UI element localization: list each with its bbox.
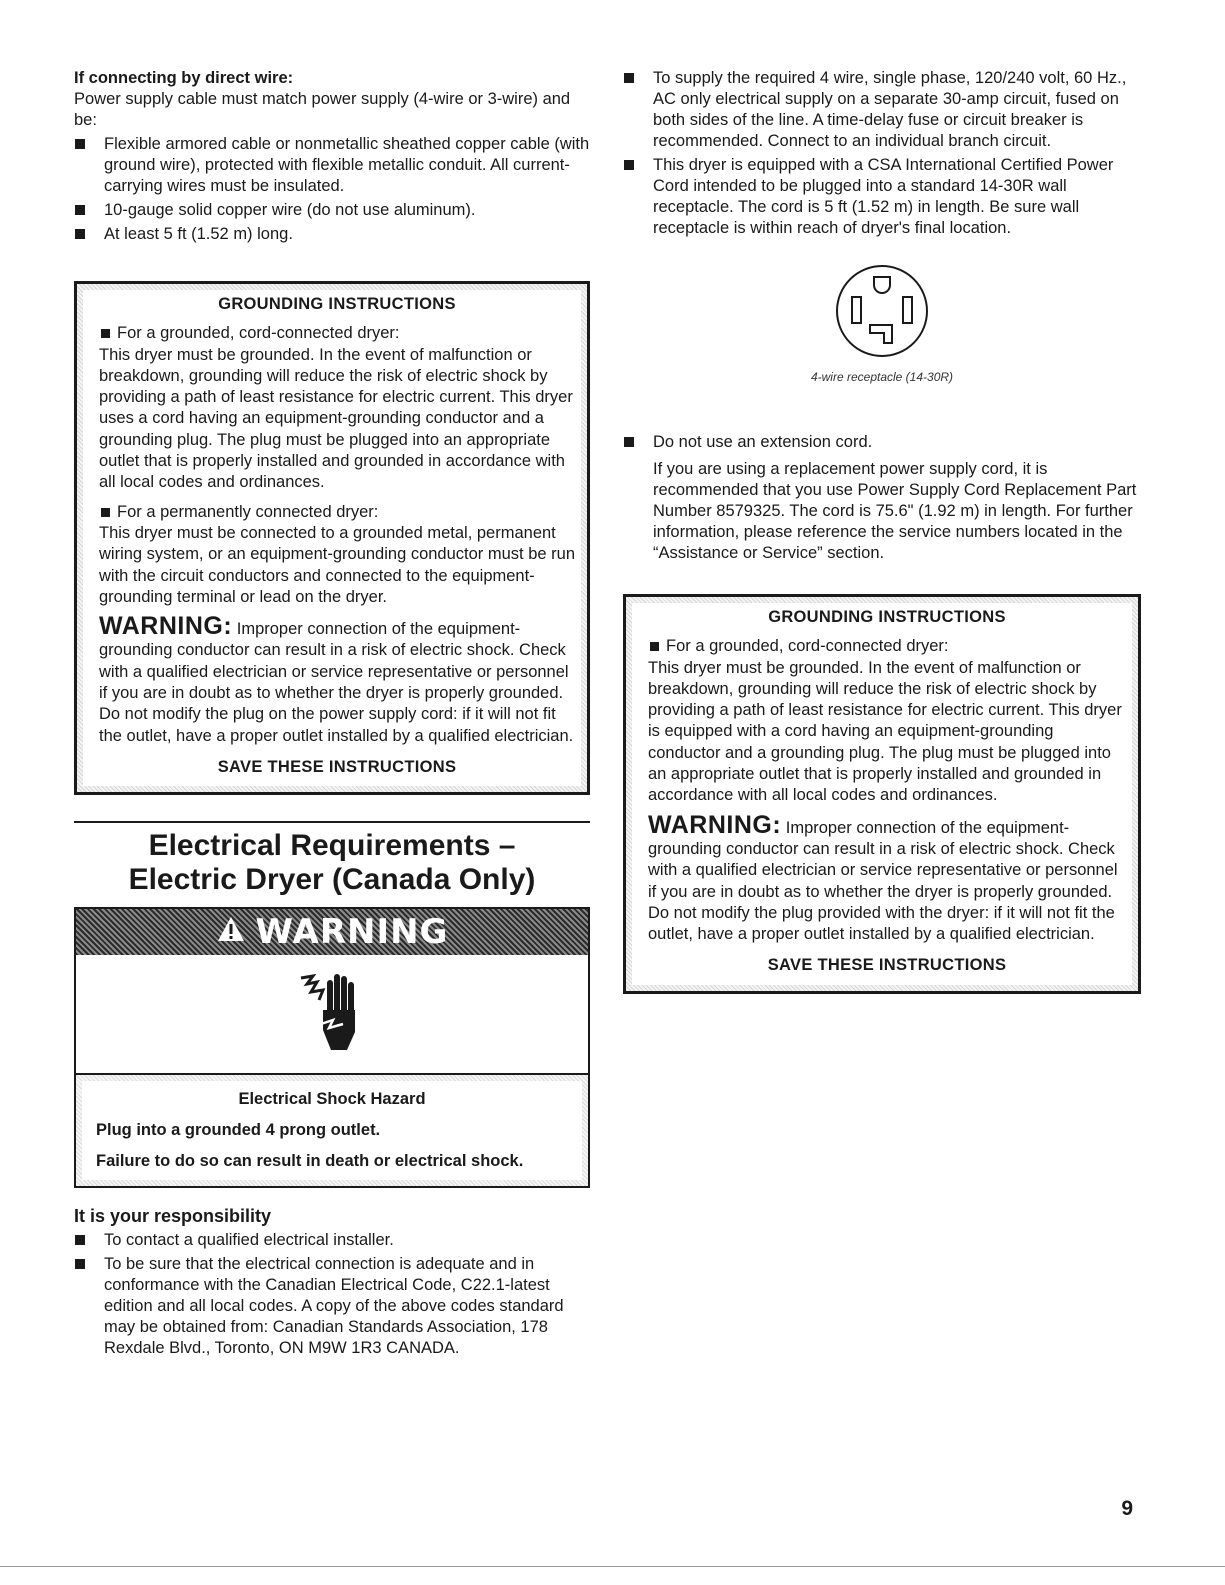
grounding-bullet: For a grounded, cord-connected dryer: — [648, 636, 1126, 657]
warning-text-area — [76, 1075, 588, 1186]
shock-hazard-icon-area — [76, 955, 588, 1075]
responsibility-heading: It is your responsibility — [74, 1206, 272, 1227]
warning-header-text: WARNING — [255, 912, 449, 953]
direct-wire-section — [74, 68, 590, 245]
extension-list — [623, 432, 1141, 453]
direct-wire-intro: Power supply cable must match power supply (4-wire or 3-wire) and be: — [74, 90, 571, 129]
grounding-title: GROUNDING INSTRUCTIONS — [218, 295, 456, 313]
receptacle-caption: 4-wire receptacle (14-30R) — [810, 370, 954, 384]
direct-wire-list — [74, 134, 590, 245]
electric-shock-hand-icon — [297, 970, 367, 1059]
left-column — [74, 68, 590, 1362]
grounding-title: GROUNDING INSTRUCTIONS — [768, 608, 1006, 626]
receptacle-14-30r-icon — [834, 346, 930, 363]
list-item: To be sure that the electrical connection is adequate and in conformance with the Canadian Electrical Code, C22.1-latest edition and all local codes. A copy of the above codes standard may be obtained from: Canadian Standards Association, 178 Rexdale Blvd., Toronto, ON M9W 1R3 CANADA. — [74, 1254, 590, 1359]
grounding-bullet: For a grounded, cord-connected dryer: — [99, 323, 575, 344]
save-instructions: SAVE THESE INSTRUCTIONS — [767, 956, 1007, 975]
grounding-warning — [648, 810, 1126, 946]
grounding-paragraph: This dryer must be grounded. In the event of malfunction or breakdown, grounding will reduce the risk of electric shock by providing a path of least resistance for electric current. This dryer is equipped with a cord having an equipment-grounding conductor and a grounding plug. The plug must be plugged into an appropriate outlet that is properly installed and grounded in accordance with all local codes and ordinances. — [648, 658, 1122, 805]
grounding-bullet: For a permanently connected dryer: — [99, 502, 575, 523]
warning-line: Plug into a grounded 4 prong outlet. — [96, 1121, 381, 1140]
direct-wire-heading: If connecting by direct wire: — [74, 69, 294, 87]
receptacle-figure — [623, 263, 1141, 384]
grounding-instructions-box — [623, 594, 1141, 994]
grounding-paragraph: This dryer must be connected to a grounded metal, permanent wiring system, or an equipment-grounding conductor must be run with the circuit conductors and connected to the equipment-grounding terminal or lead on the dryer. — [99, 523, 575, 606]
list-item: Flexible armored cable or nonmetallic sheathed copper cable (with ground wire), protected with flexible metallic conduit. All current-carrying wires must be insulated. — [74, 134, 590, 197]
warning-word: WARNING: — [648, 810, 782, 839]
list-item: To supply the required 4 wire, single phase, 120/240 volt, 60 Hz., AC only electrical supply on a separate 30-amp circuit, fused on both sides of the line. A time-delay fuse or circuit breaker is recommended. Connect to an individual branch circuit. — [623, 68, 1141, 152]
warning-text: Improper connection of the equipment-grounding conductor can result in a risk of electric shock. Check with a qualified electrician or service representative or personnel if you are in doubt as to whether the dryer is properly grounded. Do not modify the plug provided with the dryer: if it will not fit the outlet, have a proper outlet installed by a qualified electrician. — [648, 818, 1118, 944]
grounding-warning — [99, 612, 575, 747]
save-instructions: SAVE THESE INSTRUCTIONS — [217, 757, 457, 776]
list-item: At least 5 ft (1.52 m) long. — [74, 224, 590, 245]
warning-header — [76, 909, 588, 955]
warning-triangle-icon — [216, 912, 246, 952]
section-title — [74, 829, 590, 897]
warning-word: WARNING: — [99, 612, 233, 641]
section-title-line: Electrical Requirements – — [148, 829, 516, 863]
responsibility-list — [74, 1230, 590, 1359]
right-column — [623, 68, 1141, 994]
list-item: This dryer is equipped with a CSA International Certified Power Cord intended to be plugged into a standard 14-30R wall receptacle. The cord is 5 ft (1.52 m) in length. Be sure wall receptacle is within reach of dryer's final location. — [623, 155, 1141, 239]
page-number: 9 — [1121, 1497, 1133, 1520]
responsibility-section — [74, 1206, 590, 1359]
extension-paragraph: If you are using a replacement power supply cord, it is recommended that you use Power Supply Cord Replacement Part Number 8579325. The cord is 75.6" (1.92 m) in length. For further information, please reference the service numbers located in the “Assistance or Service” section. — [653, 460, 1137, 562]
list-item: Do not use an extension cord. — [623, 432, 1141, 453]
supply-list — [623, 68, 1141, 239]
warning-text: Improper connection of the equipment-grounding conductor can result in a risk of electric shock. Check with a qualified electrician or service representative or personnel if you are in doubt as to whether the dryer is properly grounded. Do not modify the plug on the power supply cord: if it will not fit the outlet, have a proper outlet installed by a qualified electrician. — [99, 620, 574, 745]
grounding-paragraph: This dryer must be grounded. In the event of malfunction or breakdown, grounding will reduce the risk of electric shock by providing a path of least resistance for electric current. This dryer uses a cord having an equipment-grounding conductor and a grounding plug. The plug must be plugged into an appropriate outlet that is properly installed and grounded in accordance with all local codes and ordinances. — [99, 345, 573, 492]
section-title-line: Electric Dryer (Canada Only) — [128, 863, 536, 897]
grounding-instructions-box — [74, 281, 590, 795]
hazard-title: Electrical Shock Hazard — [238, 1090, 426, 1109]
list-item: To contact a qualified electrical installer. — [74, 1230, 590, 1251]
warning-line: Failure to do so can result in death or electrical shock. — [96, 1152, 524, 1171]
section-divider — [74, 821, 590, 823]
list-item: 10-gauge solid copper wire (do not use aluminum). — [74, 200, 590, 221]
bottom-divider — [0, 1566, 1225, 1567]
warning-box — [74, 907, 590, 1188]
